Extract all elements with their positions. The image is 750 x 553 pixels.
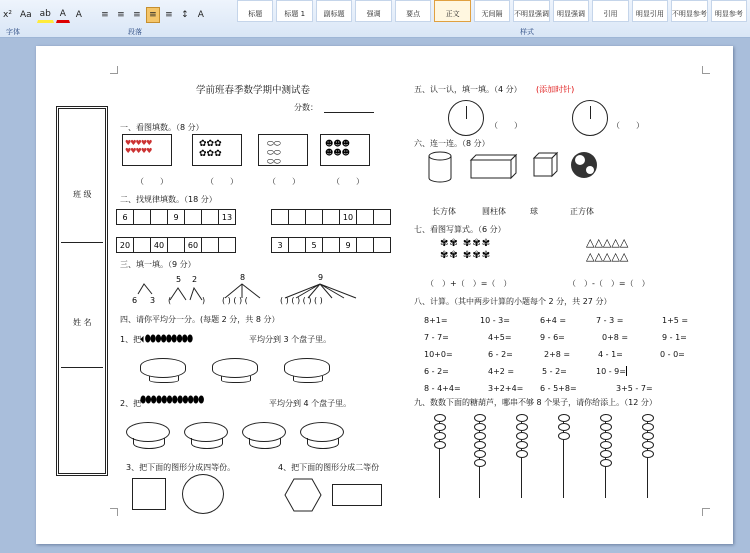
- superscript-button[interactable]: x²: [3, 10, 12, 20]
- style-strong[interactable]: 要点: [395, 0, 431, 22]
- haw-bead: [434, 423, 446, 431]
- rectangle-shape: [332, 484, 382, 506]
- name-label: 姓 名: [73, 318, 92, 327]
- haw-bead: [516, 450, 528, 458]
- candied-haw-stick[interactable]: [558, 414, 570, 498]
- style-intense-quote[interactable]: 明显引用: [632, 0, 668, 22]
- calc-item[interactable]: 2+8 =: [544, 350, 571, 359]
- style-subtle-reference[interactable]: 不明显参考: [671, 0, 707, 22]
- style-emphasis[interactable]: 强调: [355, 0, 391, 22]
- calc-item[interactable]: 3+5 - 7=: [616, 384, 653, 393]
- svg-text:( ) ( ) ( ) ( ): ( ) ( ) ( ) ( ): [280, 296, 323, 305]
- style-no-spacing[interactable]: 无间隔: [474, 0, 510, 22]
- haw-bead: [516, 423, 528, 431]
- candied-haw-stick[interactable]: [600, 414, 612, 498]
- q5-answer-1[interactable]: （ ）: [490, 121, 522, 130]
- q3-number-bonds: [120, 272, 420, 306]
- plate: [300, 422, 344, 442]
- q8-heading: 八、计算。（其中两步计算的小题每个 2 分，共 27 分）: [414, 297, 612, 306]
- calc-item[interactable]: 3+2+4=: [488, 384, 524, 393]
- q1-box-faces: ☻☻☻ ☻☻☻: [320, 134, 370, 166]
- haw-bead: [434, 441, 446, 449]
- q1-answer-2[interactable]: （ ）: [206, 177, 238, 186]
- calc-item[interactable]: 1+5 =: [662, 316, 689, 325]
- haw-bead: [474, 432, 486, 440]
- haw-bead: [600, 459, 612, 467]
- q3-bond1-left: 6: [132, 296, 138, 305]
- q3-bond2-top: 5: [176, 275, 182, 284]
- haw-bead: [434, 432, 446, 440]
- score-label: 分数：: [294, 103, 318, 112]
- q3-bond3-top: 2: [192, 275, 198, 284]
- haw-bead: [474, 414, 486, 422]
- q2-row-1: 6 9 13: [117, 209, 236, 225]
- haw-bead: [642, 441, 654, 449]
- q4-2-prefix: 2、把: [120, 399, 142, 408]
- label-sphere: 球: [530, 207, 538, 216]
- candied-haw-stick[interactable]: [516, 414, 528, 498]
- shading-button[interactable]: A: [197, 10, 204, 20]
- q1-box-hearts: ♥♥♥♥♥ ♥♥♥♥♥: [122, 134, 172, 166]
- haw-bead: [516, 414, 528, 422]
- font-color-button[interactable]: A: [56, 7, 70, 23]
- style-subtle-emphasis[interactable]: 不明显强调: [513, 0, 549, 22]
- calc-item[interactable]: 8+1=: [424, 316, 448, 325]
- calc-item[interactable]: 9 - 1=: [662, 333, 687, 342]
- haw-bead: [474, 441, 486, 449]
- haw-bead: [474, 450, 486, 458]
- align-right-button[interactable]: ≡: [133, 10, 141, 20]
- q4-1-prefix: 1、把: [120, 335, 142, 344]
- haw-bead: [474, 423, 486, 431]
- haw-bead: [642, 423, 654, 431]
- q7-equation-1[interactable]: （ ）+（ ）=（ ）: [426, 279, 512, 288]
- peach-icon: ⬮⬮⬮⬮⬮⬮⬮⬮⬮: [140, 334, 193, 345]
- calc-item[interactable]: 6 - 2=: [424, 367, 449, 376]
- q5-note: (添加时针): [536, 85, 575, 94]
- clock-icon: [572, 100, 608, 136]
- svg-text:(: (: [168, 296, 172, 305]
- svg-text:): ): [202, 296, 206, 305]
- q3-bond5-top: 9: [318, 273, 324, 282]
- calc-item[interactable]: 6+4 =: [540, 316, 567, 325]
- calc-item[interactable]: 6 - 5+8=: [540, 384, 577, 393]
- style-intense-emphasis[interactable]: 明显强调: [553, 0, 589, 22]
- haw-bead: [434, 414, 446, 422]
- haw-bead: [642, 432, 654, 440]
- hexagon-shape: [284, 478, 322, 512]
- document-page[interactable]: [36, 46, 733, 544]
- q1-answer-1[interactable]: （ ）: [136, 177, 168, 186]
- haw-bead: [558, 432, 570, 440]
- styles-gallery: [237, 0, 750, 24]
- distribute-button[interactable]: ≡: [165, 10, 173, 20]
- haw-bead: [600, 450, 612, 458]
- binding-margin-box: [56, 106, 108, 476]
- char-shading-button[interactable]: A: [75, 10, 82, 20]
- clock-icon: [448, 100, 484, 136]
- calc-item[interactable]: 7 - 3 =: [596, 316, 624, 325]
- justify-button[interactable]: ≡: [146, 7, 160, 23]
- haw-bead: [600, 441, 612, 449]
- calc-item[interactable]: 9 - 6=: [540, 333, 565, 342]
- q2-row-3: 20 40 60: [117, 237, 236, 253]
- calc-item[interactable]: 4 - 1=: [598, 350, 623, 359]
- q2-heading: 二、找规律填数。（18 分）: [120, 195, 217, 204]
- q4-4-text: 4、把下面的图形分成二等份: [278, 463, 380, 472]
- style-normal[interactable]: 正文: [434, 0, 470, 22]
- circle-shape: [182, 474, 224, 514]
- q6-heading: 六、连一连。（8 分）: [414, 139, 490, 148]
- page-title: 学前班春季数学期中测试卷: [196, 85, 311, 96]
- plate: [184, 422, 228, 442]
- q4-1-suffix: 平均分到 3 个盘子里。: [249, 335, 332, 344]
- label-cuboid: 长方体: [432, 207, 456, 216]
- q3-heading: 三、填一填。（9 分）: [120, 260, 196, 269]
- align-left-button[interactable]: ≡: [101, 10, 109, 20]
- triangle-icon: △△△△△ △△△△△: [586, 236, 629, 263]
- change-case-button[interactable]: Aa: [19, 10, 32, 20]
- highlight-button[interactable]: ab: [37, 7, 54, 23]
- q1-heading: 一、看图填数。（8 分）: [120, 123, 204, 132]
- style-subtitle[interactable]: 副标题: [316, 0, 352, 22]
- square-shape: [132, 478, 166, 510]
- group-font-label: 字体: [6, 28, 20, 36]
- q4-2-suffix: 平均分到 4 个盘子里。: [269, 399, 352, 408]
- q2-row-2: 10: [272, 209, 391, 225]
- plate: [140, 358, 186, 378]
- q5-heading: 五、认一认，填一填。（4 分）: [414, 85, 522, 94]
- candied-haw-stick[interactable]: [474, 414, 486, 498]
- candied-haw-stick[interactable]: [642, 414, 654, 498]
- q2-row-4: 3 5 9: [272, 237, 391, 253]
- label-cube: 正方体: [570, 207, 594, 216]
- calc-item[interactable]: 4+2 =: [488, 367, 515, 376]
- calc-item[interactable]: 0+8 =: [602, 333, 629, 342]
- calc-item[interactable]: 10+0=: [424, 350, 453, 359]
- q1-box-flowers: ✿✿✿ ✿✿✿: [192, 134, 242, 166]
- calc-item[interactable]: 7 - 7=: [424, 333, 449, 342]
- plate: [284, 358, 330, 378]
- haw-bead: [516, 432, 528, 440]
- q1-answer-4[interactable]: （ ）: [332, 177, 364, 186]
- calc-item-active[interactable]: 10 - 9=: [596, 367, 626, 376]
- style-heading1[interactable]: 标题 1: [276, 0, 312, 22]
- class-label: 班 级: [73, 190, 92, 199]
- plate: [212, 358, 258, 378]
- haw-bead: [558, 423, 570, 431]
- haw-bead: [642, 450, 654, 458]
- calc-item[interactable]: 8 - 4+4=: [424, 384, 461, 393]
- haw-bead: [516, 441, 528, 449]
- align-center-button[interactable]: ≡: [117, 10, 125, 20]
- q4-3-text: 3、把下面的图形分成四等份。: [126, 463, 236, 472]
- plate: [242, 422, 286, 442]
- solids-figures: [426, 150, 606, 186]
- q5-answer-2[interactable]: （ ）: [612, 121, 644, 130]
- font-toolbar: [0, 4, 208, 26]
- haw-bead: [600, 423, 612, 431]
- haw-bead: [600, 432, 612, 440]
- ribbon: [0, 0, 750, 38]
- q7-equation-2[interactable]: （ ）-（ ）=（ ）: [568, 279, 650, 288]
- candied-haw-stick[interactable]: [434, 414, 446, 498]
- q1-box-ovals: ⬭⬭ ⬭⬭ ⬭⬭: [258, 134, 308, 166]
- flower-icon: ✾✾ ✾✾✾ ✾✾ ✾✾✾: [440, 238, 492, 261]
- q1-answer-3[interactable]: （ ）: [268, 177, 300, 186]
- q4-heading: 四、请你平均分一分。(每题 2 分，共 8 分）: [120, 315, 280, 324]
- calc-item[interactable]: 0 - 0=: [660, 350, 685, 359]
- calc-item[interactable]: 10 - 3=: [480, 316, 510, 325]
- haw-bead: [474, 459, 486, 467]
- style-intense-reference[interactable]: 明显参考: [711, 0, 747, 22]
- q7-heading: 七、看图写算式。（6 分）: [414, 225, 506, 234]
- calc-item[interactable]: 6 - 2=: [488, 350, 513, 359]
- pineapple-icon: ⬮⬮⬮⬮⬮⬮⬮⬮⬮⬮⬮⬮: [140, 395, 204, 406]
- haw-bead: [558, 414, 570, 422]
- group-styles-label: 样式: [520, 28, 534, 36]
- calc-item[interactable]: 5 - 2=: [542, 367, 567, 376]
- q3-bond4-top: 8: [240, 273, 246, 282]
- style-quote[interactable]: 引用: [592, 0, 628, 22]
- svg-text:( ) ( ) (: ( ) ( ) (: [222, 296, 248, 305]
- q9-heading: 九、数数下面的糖葫芦，哪串不够 8 个果子，请你给添上。（12 分）: [414, 398, 657, 407]
- haw-bead: [600, 414, 612, 422]
- haw-bead: [642, 414, 654, 422]
- style-heading[interactable]: 标题: [237, 0, 273, 22]
- group-paragraph-label: 段落: [128, 28, 142, 36]
- plate: [126, 422, 170, 442]
- calc-item[interactable]: 4+5=: [488, 333, 512, 342]
- text-cursor: [626, 366, 627, 376]
- q3-bond1-right: 3: [150, 296, 156, 305]
- label-cylinder: 圆柱体: [482, 207, 506, 216]
- line-spacing-button[interactable]: ↕: [181, 10, 189, 20]
